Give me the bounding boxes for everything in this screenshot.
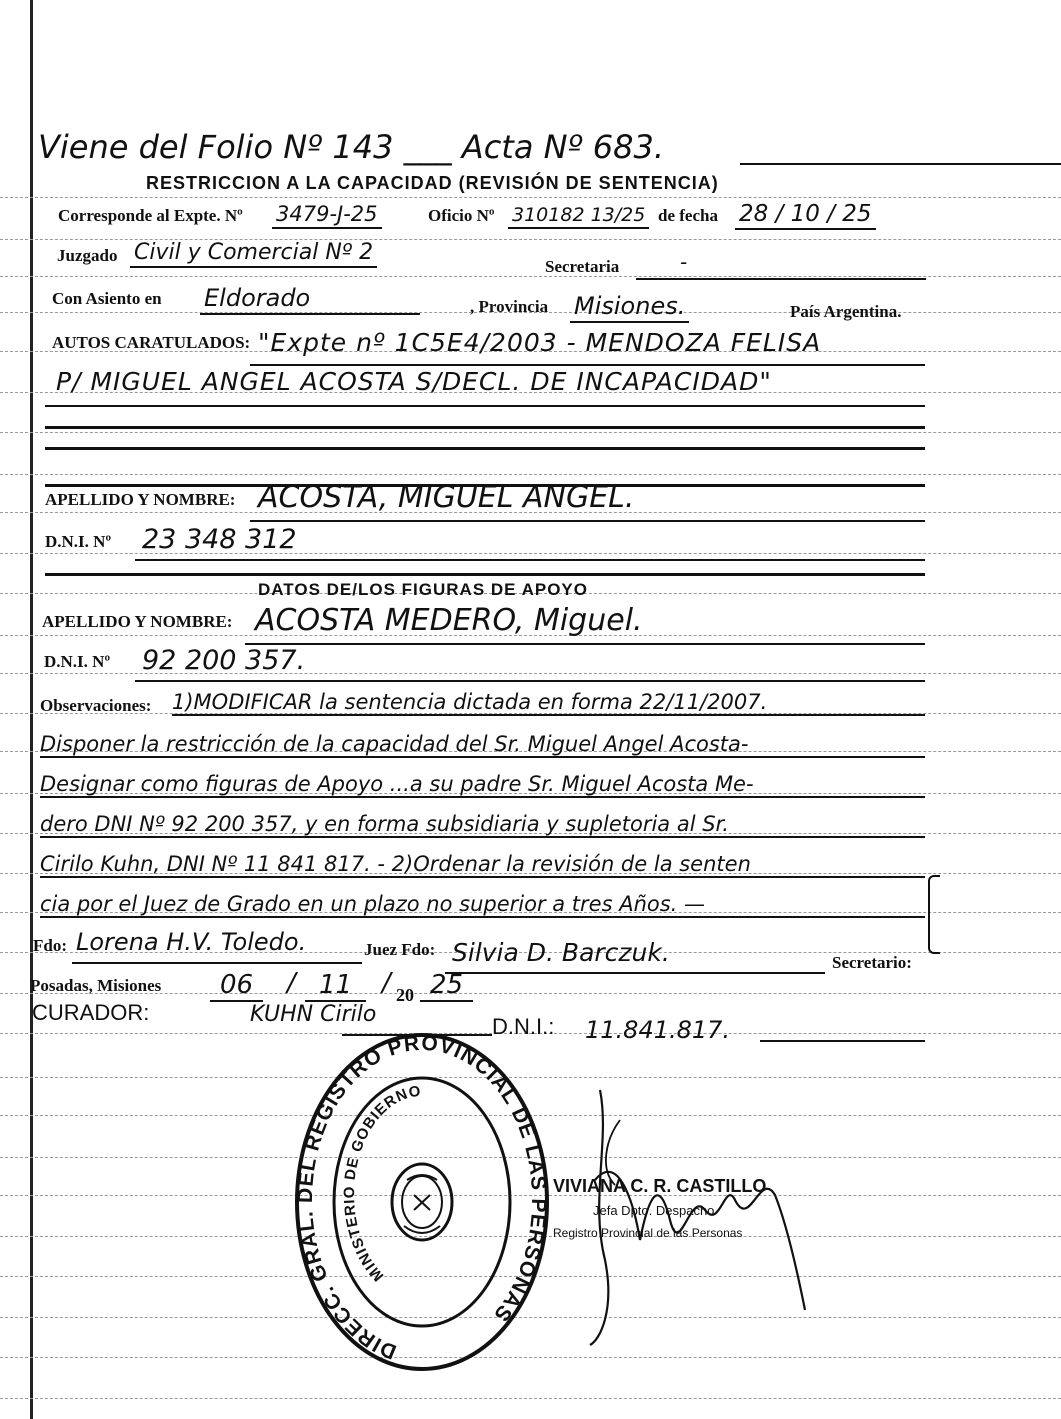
secretario-rule [445, 972, 825, 974]
provincia-label: , Provincia [470, 297, 549, 316]
svg-text:DIRECC. GRAL. DEL REGISTRO PRO [294, 1032, 550, 1364]
autos-rule4 [45, 447, 925, 450]
observaciones-line-6: cia por el Juez de Grado en un plazo no superior a tres Años. — [40, 892, 925, 918]
apoyo-apellido-value: ACOSTA MEDERO, Miguel. [255, 603, 643, 638]
fecha-slash-2: / [382, 968, 391, 998]
observaciones-line-5: Cirilo Kuhn, DNI Nº 11 841 817. - 2)Ordenar la revisión de la senten [40, 852, 925, 878]
apoyo-heading: DATOS DE/LOS FIGURAS DE APOYO [258, 580, 588, 599]
fecha-year-suffix: 25 [420, 970, 473, 1000]
stamp-line2: Jefa Dpto. Despacho [593, 1203, 715, 1218]
autos-line1: "Expte nº 1C5E4/2003 - MENDOZA FELISA [258, 328, 822, 357]
oficio-value: 310182 13/25 [508, 204, 649, 226]
lugar-label: Posadas, Misiones [30, 976, 162, 995]
persona-dni-value: 23 348 312 [142, 524, 297, 555]
observaciones-line-3: Designar como figuras de Apoyo ...a su padre Sr. Miguel Acosta Me- [40, 772, 925, 798]
fecha-month: 11 [305, 970, 366, 1000]
seal-inner-text: MINISTERIO DE GOBIERNO [340, 1082, 423, 1285]
persona-apellido-rule [250, 520, 925, 522]
pais-label: País Argentina. [790, 302, 902, 321]
margin-line [30, 0, 33, 1419]
persona-dni-rule [135, 559, 925, 561]
secretaria-value: - [680, 250, 688, 274]
header-line: Viene del Folio Nº 143 ___ Acta Nº 683. [38, 128, 665, 166]
juzgado-label: Juzgado [57, 246, 118, 265]
apoyo-apellido-label: APELLIDO Y NOMBRE: [42, 612, 233, 631]
apoyo-dni-label: D.N.I. Nº [44, 652, 111, 671]
curador-value: KUHN Cirilo [250, 1002, 377, 1027]
fdo-label: Fdo: [33, 936, 67, 955]
asiento-value: Eldorado [200, 284, 420, 312]
observaciones-label: Observaciones: [40, 696, 152, 715]
observaciones-line-2: Disponer la restricción de la capacidad del Sr. Miguel Angel Acosta- [40, 732, 925, 758]
curador-dni-value: 11.841.817. [585, 1016, 731, 1044]
persona-dni-label: D.N.I. Nº [45, 532, 112, 551]
secretario-label: Secretario: [832, 953, 912, 972]
persona-apellido-value: ACOSTA, MIGUEL ANGEL. [258, 480, 635, 515]
secretaria-rule [636, 278, 926, 280]
juez-label: Juez Fdo: [364, 940, 436, 959]
apoyo-apellido-rule [245, 643, 925, 645]
stamp-name: VIVIANA C. R. CASTILLO [553, 1176, 767, 1196]
svg-text:MINISTERIO DE GOBIERNO [341, 1083, 422, 1285]
expte-label: Corresponde al Expte. Nº [58, 206, 243, 225]
seal-outer-text: DIRECC. GRAL. DEL REGISTRO PROVINCIAL DE LAS PERSONAS [293, 1031, 551, 1364]
apoyo-dni-value: 92 200 357. [142, 645, 306, 676]
autos-line2: P/ MIGUEL ANGEL ACOSTA S/DECL. DE INCAPACIDAD" [56, 367, 772, 396]
secretaria-label: Secretaria [545, 257, 620, 276]
curador-dni-rule [760, 1040, 925, 1042]
autos-rule3 [45, 426, 925, 429]
expte-value: 3479-J-25 [272, 202, 382, 226]
apoyo-dni-rule [135, 680, 925, 682]
persona-apellido-label: APELLIDO Y NOMBRE: [45, 490, 236, 509]
header-rule [740, 163, 1061, 165]
fecha-slash-1: / [287, 968, 296, 998]
autos-label: AUTOS CARATULADOS: [52, 333, 251, 352]
coat-of-arms-icon [392, 1164, 452, 1240]
juzgado-value: Civil y Comercial Nº 2 [130, 240, 377, 265]
observaciones-line-1: 1)MODIFICAR la sentencia dictada en forma 22/11/2007. [172, 690, 925, 716]
name-stamp [553, 1176, 766, 1240]
form-title: RESTRICCION A LA CAPACIDAD (REVISIÓN DE SENTENCIA) [146, 173, 719, 193]
official-seal [292, 1030, 552, 1375]
juez-value: Lorena H.V. Toledo. [76, 928, 307, 956]
observaciones-line-4: dero DNI Nº 92 200 357, y en forma subsidiaria y supletoria al Sr. [40, 812, 925, 838]
asiento-label: Con Asiento en [52, 289, 162, 308]
oficio-label: Oficio Nº [428, 206, 495, 225]
fecha-year-prefix: 20 [396, 985, 414, 1005]
fecha-label: de fecha [658, 206, 718, 225]
juez-rule [72, 962, 362, 964]
autos-rule2 [45, 405, 925, 407]
autos-rule1 [250, 364, 925, 366]
fecha-day: 06 [210, 970, 263, 1000]
persona-rule-end [45, 573, 925, 576]
curador-label: CURADOR: [32, 1000, 150, 1025]
observaciones-bracket [928, 875, 940, 954]
fecha-value: 28 / 10 / 25 [735, 201, 876, 227]
provincia-value: Misiones. [570, 292, 689, 320]
secretario-value: Silvia D. Barczuk. [452, 938, 670, 967]
stamp-line3: Registro Provincial de las Personas [553, 1226, 743, 1240]
curador-dni-label: D.N.I.: [492, 1014, 555, 1039]
